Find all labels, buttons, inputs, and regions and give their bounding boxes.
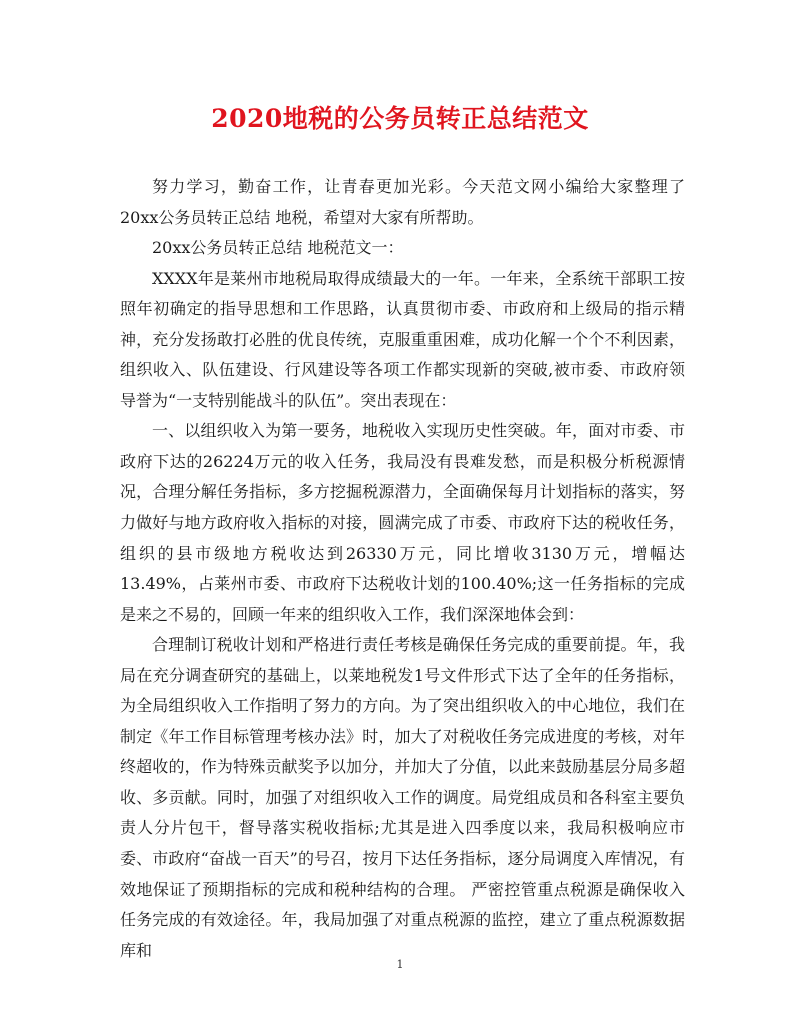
- document-title: 2020地税的公务员转正总结范文: [211, 104, 589, 133]
- paragraph-intro: 努力学习，勤奋工作，让青春更加光彩。今天范文网小编给大家整理了20xx公务员转正总结 地税，希望对大家有所帮助。: [120, 177, 685, 227]
- paragraph-planning: 合理制订税收计划和严格进行责任考核是确保任务完成的重要前提。年，我局在充分调查研究的基础上，以莱地税发1号文件形式下达了全年的任务指标，为全局组织收入工作指明了努力的方向。为了突出组织收入的中心地位，我们在制定《年工作目标管理考核办法》时，加大了对税收任务完成进度的考核，对年终超收的，作为特殊贡献奖予以加分，并加大了分值，以此来鼓励基层分局多超收、多贡献。同时，加强了对组织收入工作的调度。局党组成员和各科室主要负责人分片包干，督导落实税收指标;尤其是进入四季度以来，我局积极响应市委、市政府“奋战一百天”的号召，按月下达任务指标，逐分局调度入库情况，有效地保证了预期指标的完成和税种结构的合理。 严密控管重点税源是确保收入任务完成的有效途径。年，我局加强了对重点税源的监控，建立了重点税源数据库和: [120, 635, 685, 960]
- paragraph-section-one: 一、以组织收入为第一要务，地税收入实现历史性突破。年，面对市委、市政府下达的26224万元的收入任务，我局没有畏难发愁，而是积极分析税源情况，合理分解任务指标，多方挖掘税源潜力，全面确保每月计划指标的落实，努力做好与地方政府收入指标的对接，圆满完成了市委、市政府下达的税收任务，组织的县市级地方税收达到26330万元，同比增收3130万元，增幅达13.49%，占莱州市委、市政府下达税收计划的100.40%;这一任务指标的完成是来之不易的，回顾一年来的组织收入工作，我们深深地体会到：: [120, 421, 685, 624]
- document-body: [120, 172, 685, 966]
- paragraph-subheading: 20xx公务员转正总结 地税范文一：: [152, 238, 404, 258]
- paragraph-overview: XXXX年是莱州市地税局取得成绩最大的一年。一年来，全系统干部职工按照年初确定的指导思想和工作思路，认真贯彻市委、市政府和上级局的指示精神，充分发扬敢打必胜的优良传统，克服重重困难，成功化解一个个不利因素，组织收入、队伍建设、行风建设等各项工作都实现新的突破,被市委、市政府领导誉为“一支特别能战斗的队伍”。突出表现在：: [120, 268, 685, 410]
- page-number: 1: [396, 958, 404, 971]
